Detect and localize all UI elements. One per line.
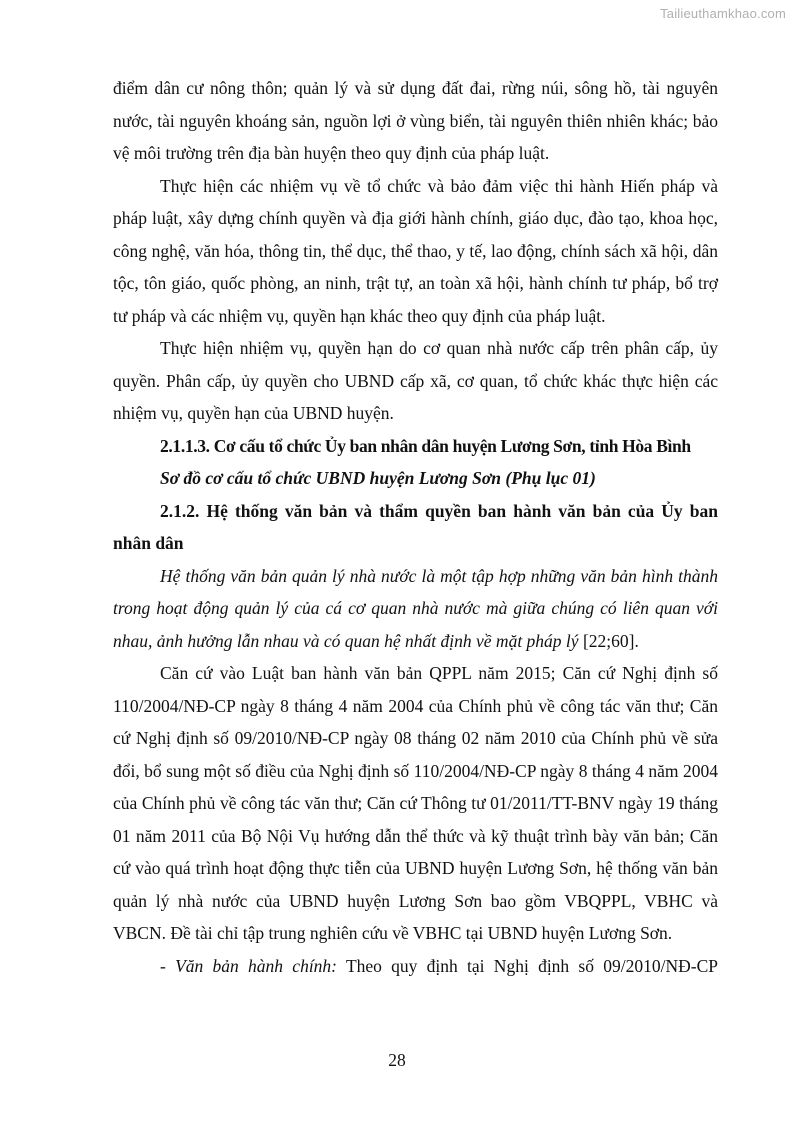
paragraph-legal-basis: Căn cứ vào Luật ban hành văn bản QPPL năm 2015; Căn cứ Nghị định số 110/2004/NĐ-CP ngày 8 tháng 4 năm 2004 của Chính phủ về công tác văn thư; Căn cứ Nghị định số 09/2010/NĐ-CP ngày 08 tháng 02 năm 2010 của Chính phủ về sửa đổi, bổ sung một số điều của Nghị định số 110/2004/NĐ-CP ngày 8 tháng 4 năm 2004 của Chính phủ về công tác văn thư; Căn cứ Thông tư 01/2011/TT-BNV ngày 19 tháng 01 năm 2011 của Bộ Nội Vụ hướng dẫn thể thức và kỹ thuật trình bày văn bản; Căn cứ vào quá trình hoạt động thực tiễn của UBND huyện Lương Sơn, hệ thống văn bản quản lý nhà nước của UBND huyện Lương Sơn bao gồm VBQPPL, VBHC và VBCN. Đề tài chỉ tập trung nghiên cứu về VBHC tại UBND huyện Lương Sơn. — [113, 663, 718, 943]
paragraph-tasks: Thực hiện các nhiệm vụ về tổ chức và bảo đảm việc thi hành Hiến pháp và pháp luật, xây dựng chính quyền và địa giới hành chính, giáo dục, đào tạo, khoa học, công nghệ, văn hóa, thông tin, thể dục, thể thao, y tế, lao động, chính sách xã hội, dân tộc, tôn giáo, quốc phòng, an ninh, trật tự, an toàn xã hội, hành chính tư pháp, bổ trợ tư pháp và các nhiệm vụ, quyền hạn khác theo quy định của pháp luật. — [113, 175, 718, 326]
page-number: 28 — [388, 1050, 406, 1070]
paragraph-definition — [113, 560, 718, 658]
administrative-docs-label: - Văn bản hành chính: — [160, 955, 338, 976]
watermark: Tailieuthamkhao.com — [660, 6, 786, 21]
paragraph-environment: điểm dân cư nông thôn; quản lý và sử dụng đất đai, rừng núi, sông hồ, tài nguyên nước, tài nguyên khoáng sản, nguồn lợi ở vùng biển, tài nguyên thiên nhiên khác; bảo vệ môi trường trên địa bàn huyện theo quy định của pháp luật. — [113, 78, 718, 163]
section-heading-212: 2.1.2. Hệ thống văn bản và thẩm quyền ban hành văn bản của Ủy ban nhân dân — [113, 500, 718, 553]
definition-text: Hệ thống văn bản quản lý nhà nước là một tập hợp những văn bản hình thành trong hoạt động quản lý của cá cơ quan nhà nước mà giữa chúng có liên quan với nhau, ảnh hưởng lẫn nhau và có quan hệ nhất định về mặt pháp lý — [113, 565, 718, 651]
definition-reference: [22;60]. — [578, 630, 639, 651]
section-heading-2113: 2.1.1.3. Cơ cấu tổ chức Ủy ban nhân dân huyện Lương Sơn, tỉnh Hòa Bình — [160, 435, 691, 456]
diagram-caption: Sơ đồ cơ cấu tổ chức UBND huyện Lương Sơn (Phụ lục 01) — [160, 468, 596, 488]
administrative-docs-text: Theo quy định tại Nghị định số 09/2010/NĐ-CP — [337, 955, 718, 976]
paragraph-delegation: Thực hiện nhiệm vụ, quyền hạn do cơ quan nhà nước cấp trên phân cấp, ủy quyền. Phân cấp, ủy quyền cho UBND cấp xã, cơ quan, tổ chức khác thực hiện các nhiệm vụ, quyền hạn của UBND huyện. — [113, 338, 718, 423]
document-body — [113, 72, 718, 982]
paragraph-administrative-docs — [113, 950, 718, 983]
